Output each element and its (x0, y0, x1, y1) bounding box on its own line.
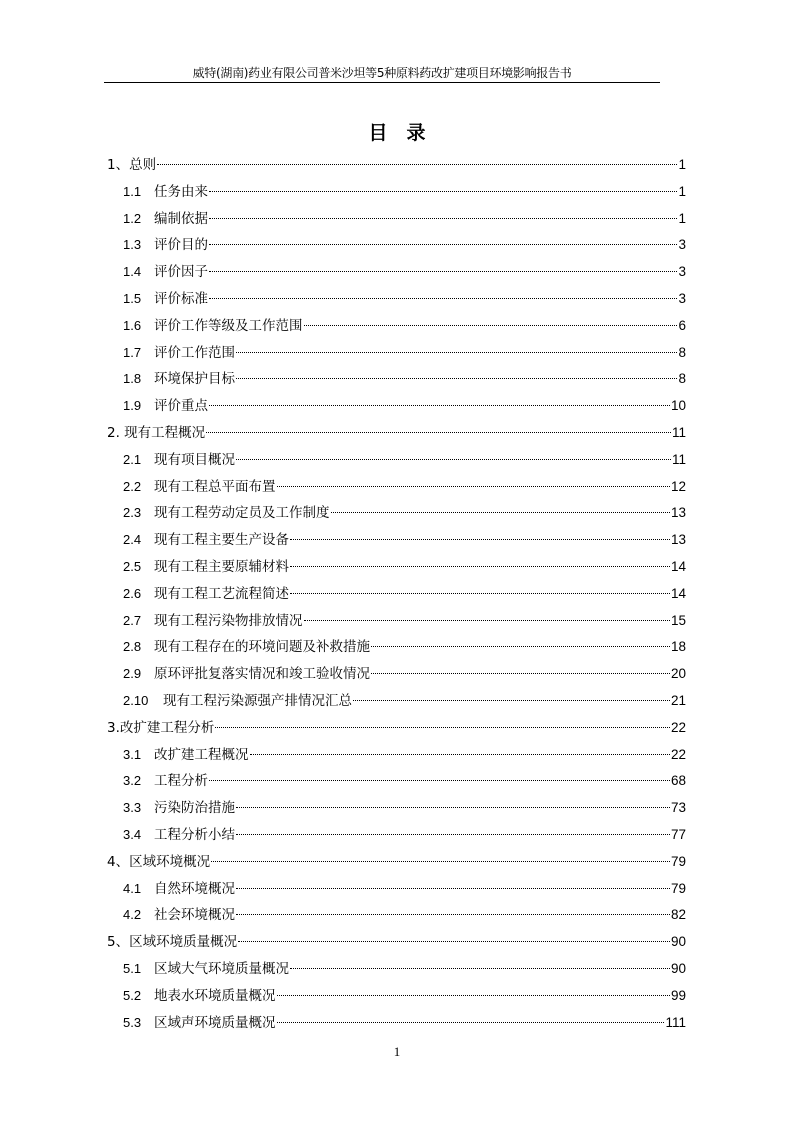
toc-entry-page: 111 (665, 1014, 686, 1030)
toc-entry-label: 区域声环境质量概况 (154, 1014, 276, 1031)
toc-entry[interactable] (107, 232, 686, 259)
toc-entry-number: 1.8 (123, 371, 142, 387)
toc-entry-label: 3.改扩建工程分析 (107, 719, 215, 736)
toc-entry[interactable] (107, 179, 686, 206)
dot-leader (290, 593, 670, 594)
toc-entry-page: 90 (670, 960, 686, 976)
dot-leader (290, 539, 670, 540)
dot-leader (157, 164, 677, 165)
dot-leader (209, 780, 670, 781)
toc-entry-page: 10 (670, 398, 686, 414)
toc-entry[interactable] (107, 876, 686, 903)
toc-entry-number: 3.3 (123, 800, 142, 816)
toc-entry-number: 3.1 (123, 746, 142, 762)
toc-entry-label: 评价因子 (154, 264, 208, 281)
toc-entry-number: 1.4 (123, 264, 142, 280)
toc-entry-page: 21 (670, 692, 686, 708)
toc-entry[interactable] (107, 983, 686, 1010)
toc-entry-label: 现有工程存在的环境问题及补救措施 (154, 639, 370, 656)
toc-entry-page: 18 (670, 639, 686, 655)
toc-entry-page: 1 (678, 210, 686, 226)
dot-leader (236, 352, 677, 353)
toc-entry-page: 13 (670, 532, 686, 548)
running-header: 威特(湖南)药业有限公司普米沙坦等5种原料药改扩建项目环境影响报告书 (104, 66, 660, 83)
toc-entry[interactable] (107, 956, 686, 983)
toc-entry[interactable] (107, 206, 686, 233)
toc-entry[interactable] (107, 581, 686, 608)
dot-leader (209, 271, 677, 272)
toc-entry[interactable] (107, 795, 686, 822)
toc-entry-page: 82 (670, 907, 686, 923)
toc-entry-number: 5.1 (123, 960, 142, 976)
toc-entry-page: 79 (670, 853, 686, 869)
toc-entry-number: 5.3 (123, 1014, 142, 1030)
toc-entry-number: 2.3 (123, 505, 142, 521)
dot-leader (238, 941, 670, 942)
dot-leader (331, 512, 670, 513)
toc-entry[interactable] (107, 849, 686, 876)
toc-entry-page: 13 (670, 505, 686, 521)
toc-entry-page: 3 (678, 290, 686, 306)
toc-entry[interactable] (107, 661, 686, 688)
toc-entry-page: 11 (671, 424, 686, 440)
toc-entry-label: 评价重点 (154, 398, 208, 415)
toc-entry-label: 现有工程工艺流程简述 (154, 585, 289, 602)
dot-leader (277, 995, 670, 996)
toc-entry-page: 99 (670, 987, 686, 1003)
toc-entry-page: 73 (670, 800, 686, 816)
toc-entry-number: 1.9 (123, 398, 142, 414)
toc-entry-label: 现有工程总平面布置 (154, 478, 276, 495)
toc-entry-number: 2.10 (123, 692, 149, 708)
toc-entry[interactable] (107, 393, 686, 420)
toc-entry[interactable] (107, 286, 686, 313)
toc-entry-label: 现有工程劳动定员及工作制度 (154, 505, 330, 522)
toc-entry-label: 环境保护目标 (154, 371, 235, 388)
toc-entry[interactable] (107, 688, 686, 715)
toc-entry-label: 工程分析 (154, 773, 208, 790)
dot-leader (304, 325, 678, 326)
dot-leader (236, 888, 670, 889)
dot-leader (209, 218, 677, 219)
toc-entry-page: 1 (678, 183, 686, 199)
toc-entry[interactable] (107, 340, 686, 367)
toc-entry-page: 1 (678, 157, 686, 172)
toc-entry-page: 68 (670, 773, 686, 789)
dot-leader (236, 459, 671, 460)
toc-entry-page: 11 (671, 451, 686, 467)
dot-leader (209, 191, 677, 192)
toc-entry-page: 15 (670, 612, 686, 628)
dot-leader (236, 914, 670, 915)
toc-entry-label: 社会环境概况 (154, 907, 235, 924)
dot-leader (250, 754, 670, 755)
dot-leader (215, 727, 670, 728)
dot-leader (277, 486, 670, 487)
dot-leader (290, 566, 670, 567)
toc-entry-label: 评价工作等级及工作范围 (154, 317, 303, 334)
toc-entry-number: 2.4 (123, 532, 142, 548)
toc-entry-page: 6 (678, 317, 686, 333)
toc-entry-number: 4.2 (123, 907, 142, 923)
toc-entry-label: 2. 现有工程概况 (107, 424, 206, 441)
toc-entry-number: 2.2 (123, 478, 142, 494)
dot-leader (353, 700, 670, 701)
dot-leader (236, 834, 670, 835)
toc-entry-label: 污染防治措施 (154, 800, 235, 817)
toc-entry-number: 1.5 (123, 290, 142, 306)
toc-entry-label: 5、区域环境质量概况 (107, 934, 238, 951)
toc-entry[interactable] (107, 822, 686, 849)
toc-entry-number: 1.6 (123, 317, 142, 333)
toc-entry-page: 20 (670, 666, 686, 682)
toc-entry-number: 2.1 (123, 451, 142, 467)
toc-entry-page: 12 (670, 478, 686, 494)
toc-entry[interactable] (107, 902, 686, 929)
toc-entry-label: 编制依据 (154, 210, 208, 227)
toc-entry-page: 8 (678, 371, 686, 387)
toc-entry-page: 8 (678, 344, 686, 360)
toc-entry[interactable] (107, 608, 686, 635)
toc-entry-page: 3 (678, 237, 686, 253)
toc-entry-number: 2.6 (123, 585, 142, 601)
toc-entry-number: 4.1 (123, 880, 142, 896)
toc-entry-label: 改扩建工程概况 (154, 746, 249, 763)
dot-leader (209, 298, 677, 299)
toc-entry[interactable] (107, 152, 686, 179)
dot-leader (211, 861, 670, 862)
toc-entry-label: 区域大气环境质量概况 (154, 960, 289, 977)
toc-entry-number: 5.2 (123, 987, 142, 1003)
toc-entry-page: 22 (670, 719, 686, 735)
toc-entry[interactable] (107, 447, 686, 474)
toc-entry-label: 任务由来 (154, 183, 208, 200)
toc-entry-label: 现有工程主要原辅材料 (154, 558, 289, 575)
dot-leader (236, 807, 670, 808)
toc-entry-number: 1.7 (123, 344, 142, 360)
dot-leader (236, 378, 677, 379)
toc-entry[interactable] (107, 929, 686, 956)
toc-entry-label: 现有项目概况 (154, 451, 235, 468)
dot-leader (206, 432, 671, 433)
toc-entry-label: 评价工作范围 (154, 344, 235, 361)
toc-entry-label: 评价目的 (154, 237, 208, 254)
toc-entry-number: 2.8 (123, 639, 142, 655)
toc-entry[interactable] (107, 366, 686, 393)
page-number: 1 (393, 1044, 401, 1059)
dot-leader (371, 673, 670, 674)
toc-entry-label: 1、总则 (107, 157, 157, 173)
toc-entry[interactable] (107, 313, 686, 340)
toc-entry[interactable] (107, 634, 686, 661)
toc-entry-label: 现有工程主要生产设备 (154, 532, 289, 549)
dot-leader (209, 405, 670, 406)
toc-entry-page: 14 (670, 558, 686, 574)
dot-leader (371, 646, 670, 647)
toc-entry[interactable] (107, 1010, 686, 1037)
toc-entry-label: 工程分析小结 (154, 826, 235, 843)
toc-entry[interactable] (107, 768, 686, 795)
toc-entry-number: 1.1 (123, 183, 142, 199)
toc-entry-label: 自然环境概况 (154, 880, 235, 897)
toc-entry-page: 3 (678, 264, 686, 280)
toc-entry-number: 2.7 (123, 612, 142, 628)
toc-entry-number: 2.5 (123, 558, 142, 574)
toc-title: 目 录 (368, 122, 426, 144)
toc-entry[interactable] (107, 474, 686, 501)
toc-entry-page: 90 (670, 934, 686, 950)
toc-entry[interactable] (107, 420, 686, 447)
toc-entry-label: 评价标准 (154, 290, 208, 307)
dot-leader (209, 244, 677, 245)
toc-entry[interactable] (107, 715, 686, 742)
toc-entry[interactable] (107, 527, 686, 554)
toc-entry[interactable] (107, 500, 686, 527)
dot-leader (277, 1022, 665, 1023)
table-of-contents (107, 152, 686, 1036)
toc-entry-label: 现有工程污染物排放情况 (154, 612, 303, 629)
toc-entry-label: 地表水环境质量概况 (154, 987, 276, 1004)
toc-entry-page: 22 (670, 746, 686, 762)
dot-leader (290, 968, 670, 969)
toc-entry-number: 1.3 (123, 237, 142, 253)
toc-entry-number: 2.9 (123, 666, 142, 682)
toc-entry[interactable] (107, 554, 686, 581)
toc-entry-number: 3.2 (123, 773, 142, 789)
toc-entry-page: 14 (670, 585, 686, 601)
toc-entry-label: 原环评批复落实情况和竣工验收情况 (154, 666, 370, 683)
dot-leader (304, 620, 670, 621)
toc-entry-page: 79 (670, 880, 686, 896)
toc-entry-page: 77 (670, 826, 686, 842)
toc-entry-label: 4、区域环境概况 (107, 853, 211, 870)
toc-entry[interactable] (107, 742, 686, 769)
toc-entry-label: 现有工程污染源强产排情况汇总 (163, 692, 352, 709)
toc-entry-number: 3.4 (123, 826, 142, 842)
toc-entry[interactable] (107, 259, 686, 286)
toc-entry-number: 1.2 (123, 210, 142, 226)
